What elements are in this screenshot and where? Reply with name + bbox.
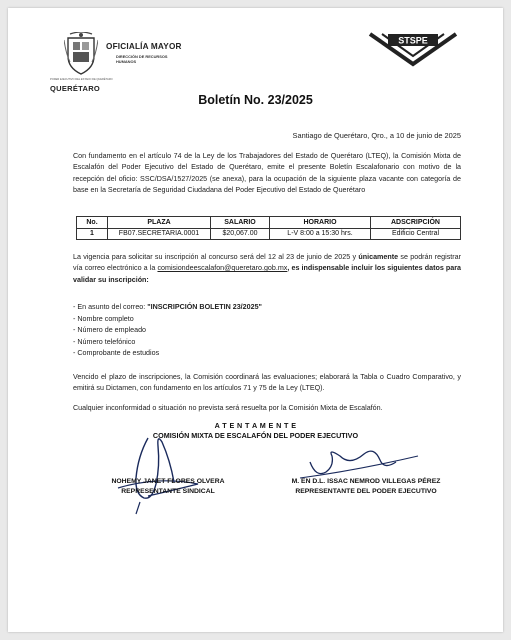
list-item: - Número de empleado [73,326,147,335]
state-crest-icon [64,32,98,76]
list-item: - Comprobante de estudios [73,349,160,358]
email-link[interactable]: comisiondeescalafon@queretaro.gob.mx [157,264,288,273]
intro-paragraph: Con fundamento en el artículo 74 de la Ley de los Trabajadores del Estado de Querétaro (LTEQ), la Comisión Mixta de Escalafón del Poder Ejecutivo del Estado de Querétaro, emite el presente Boletín Escalafonario con motivo de la recepción del oficio: SSC/DSA/1527/2025 (se anexa), para la ocupación de la siguiente plaza vacante con categoría de base en la Secretaría de Seguridad Ciudadana del Poder Ejecutivo del Estado de Querétaro [73,152,461,194]
col-assignment: ADSCRIPCIÓN [371,217,461,229]
date-line: Santiago de Querétaro, Qro., a 10 de junio de 2025 [292,131,461,140]
vigencia-emphasis: únicamente [358,253,399,261]
left-signer-role: REPRESENTANTE SINDICAL [121,488,215,495]
table-header-row [77,217,461,229]
col-salary: SALARIO [211,217,270,229]
cell-salary: $20,067.00 [211,228,270,240]
vigencia-text-2: se podrán registrar vía correo electrónico a la [73,253,461,273]
cell-plaza: FB07.SECRETARIA.0001 [108,228,211,240]
vacancy-table [76,216,461,240]
vigencia-text-1: La vigencia para solicitar su inscripción al concurso será del 12 al 23 de junio de 2025 y [73,253,359,261]
cell-assignment: Edificio Central [371,228,461,240]
union-logo [364,28,462,68]
right-signer-role: REPRESENTANTE DEL PODER EJECUTIVO [295,488,437,495]
cell-schedule: L-V 8:00 a 15:30 hrs. [270,228,371,240]
state-name: QUERÉTARO [50,84,101,93]
document-page [8,8,503,632]
col-schedule: HORARIO [270,217,371,229]
subject-prefix: - En asunto del correo: [73,303,148,311]
document-title: Boletín No. 23/2025 [198,93,313,107]
closing-salutation: A T E N T A M E N T E [214,421,297,430]
commission-name: COMISIÓN MIXTA DE ESCALAFÓN DEL PODER EJECUTIVO [152,431,359,440]
list-item [73,302,262,314]
col-number: No. [77,217,108,229]
final-note: Cualquier inconformidad o situación no prevista será resuelta por la Comisión Mixta de Escalafón. [73,404,383,412]
closing-paragraph: Vencido el plazo de inscripciones, la Comisión coordinará las evaluaciones; elaborará la Tabla o Cuadro Comparativo, y emitirá su Dictamen, con fundamento en los artículos 71 y 75 de la Ley (LTEQ). [73,373,461,393]
list-item: - Nombre completo [73,314,134,323]
col-plaza: PLAZA [108,217,211,229]
left-signer-name: NOHEMY JANET FLORES OLVERA [111,478,225,485]
government-logo [50,30,210,94]
list-item: - Número telefónico [73,337,136,346]
vigencia-text-3: , es indispensable incluir los siguientes datos para validar su inscripción: [73,264,461,284]
subject-value: "INSCRIPCIÓN BOLETIN 23/2025" [147,303,262,311]
table-row [77,228,461,240]
office-name: OFICIALÍA MAYOR [106,42,182,51]
cell-number: 1 [77,228,108,240]
vigencia-paragraph [73,252,461,286]
union-logo-icon [364,28,462,68]
union-logo-text: STSPE [398,35,428,46]
government-tiny-label: PODER EJECUTIVO DEL ESTADO DE QUERÉTARO [50,78,113,81]
requirements-list [73,302,262,360]
right-signer-name: M. EN D.L. ISSAC NEMROD VILLEGAS PÉREZ [291,478,441,485]
office-subtitle: DIRECCIÓN DE RECURSOS HUMANOS [116,54,168,64]
signatures-ink [78,426,468,516]
